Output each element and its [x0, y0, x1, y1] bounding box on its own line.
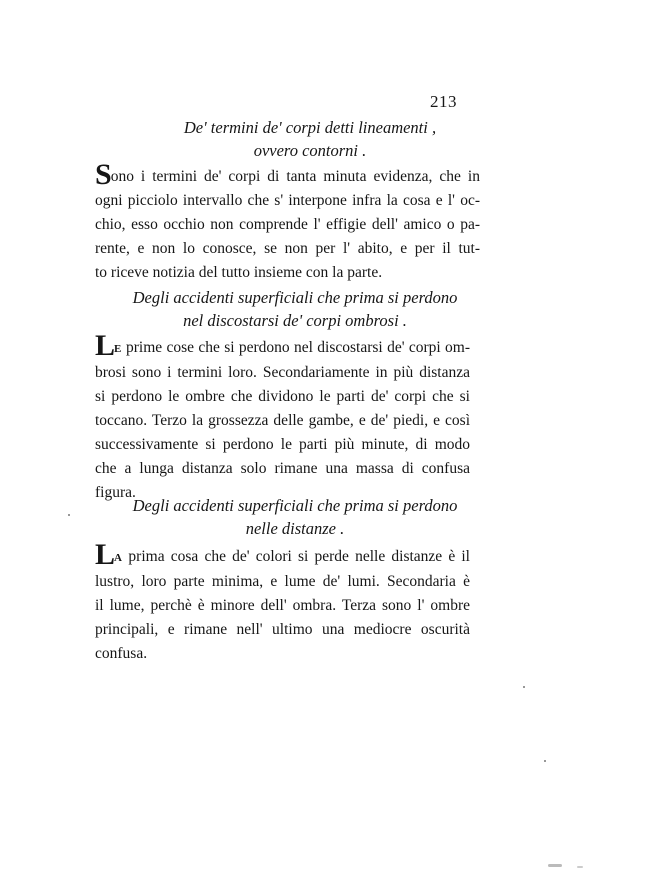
- line-text: prime cose che si perdono nel discostarsi de' corpi om-: [121, 339, 470, 356]
- section-title: [100, 494, 490, 540]
- drop-cap: L: [95, 538, 115, 571]
- paragraph-line: lustro, loro parte minima, e lume de' lumi. Secondaria è: [95, 573, 470, 590]
- paragraph-line: to riceve notizia del tutto insieme con la parte.: [95, 264, 383, 281]
- title-line: De' termini de' corpi detti lineamenti ,: [183, 118, 437, 137]
- paragraph-line: [95, 158, 480, 191]
- section-title: [100, 286, 490, 332]
- title-line: Degli accidenti superficiali che prima si perdono: [132, 288, 458, 307]
- paragraph-line: che a lunga distanza solo rimane una massa di confusa: [95, 460, 470, 477]
- drop-cap: L: [95, 329, 115, 362]
- paragraph-line: figura.: [95, 484, 136, 501]
- paragraph-line: [95, 329, 470, 362]
- title-line: Degli accidenti superficiali che prima si perdono: [132, 496, 458, 515]
- paragraph-line: si perdono le ombre che dividono le parti de' corpi che si: [95, 388, 470, 405]
- small-cap: E: [114, 343, 122, 355]
- section-title: [110, 116, 510, 162]
- paragraph-line: ogni picciolo intervallo che s' interpone infra la cosa e l' oc-: [95, 192, 480, 209]
- title-line: ovvero contorni .: [253, 141, 367, 160]
- paper-speck: [544, 760, 546, 762]
- title-line: nelle distanze .: [245, 519, 345, 538]
- paragraph-line: il lume, perchè è minore dell' ombra. Terza sono l' ombre: [95, 597, 470, 614]
- paragraph-line: [95, 538, 470, 571]
- line-text: prima cosa che de' colori si perde nelle distanze è il: [122, 548, 470, 565]
- section-paragraph: [95, 538, 470, 666]
- line-text: ono i termini de' corpi di tanta minuta evidenza, che in: [110, 168, 480, 185]
- paragraph-line: successivamente si perdono le parti più minute, di modo: [95, 436, 470, 453]
- paragraph-line: principali, e rimane nell' ultimo una mediocre oscurità: [95, 621, 470, 638]
- section-paragraph: [95, 329, 470, 505]
- page-number: 213: [430, 92, 457, 111]
- paper-speck: [577, 866, 583, 868]
- section-paragraph: [95, 158, 480, 285]
- title-line: nel discostarsi de' corpi ombrosi .: [183, 311, 407, 330]
- paper-speck: [68, 514, 70, 516]
- paper-speck: [548, 864, 562, 867]
- drop-cap: S: [95, 158, 111, 191]
- paragraph-line: confusa.: [95, 645, 148, 662]
- paragraph-line: rente, e non lo conosce, se non per l' abito, e per il tut-: [95, 240, 480, 257]
- small-cap: A: [114, 552, 123, 564]
- paragraph-line: brosi sono i termini loro. Secondariamente in più distanza: [95, 364, 470, 381]
- paragraph-line: chio, esso occhio non comprende l' effigie dell' amico o pa-: [95, 216, 480, 233]
- paper-speck: [523, 686, 525, 688]
- paragraph-line: toccano. Terzo la grossezza delle gambe, e de' piedi, e così: [95, 412, 470, 429]
